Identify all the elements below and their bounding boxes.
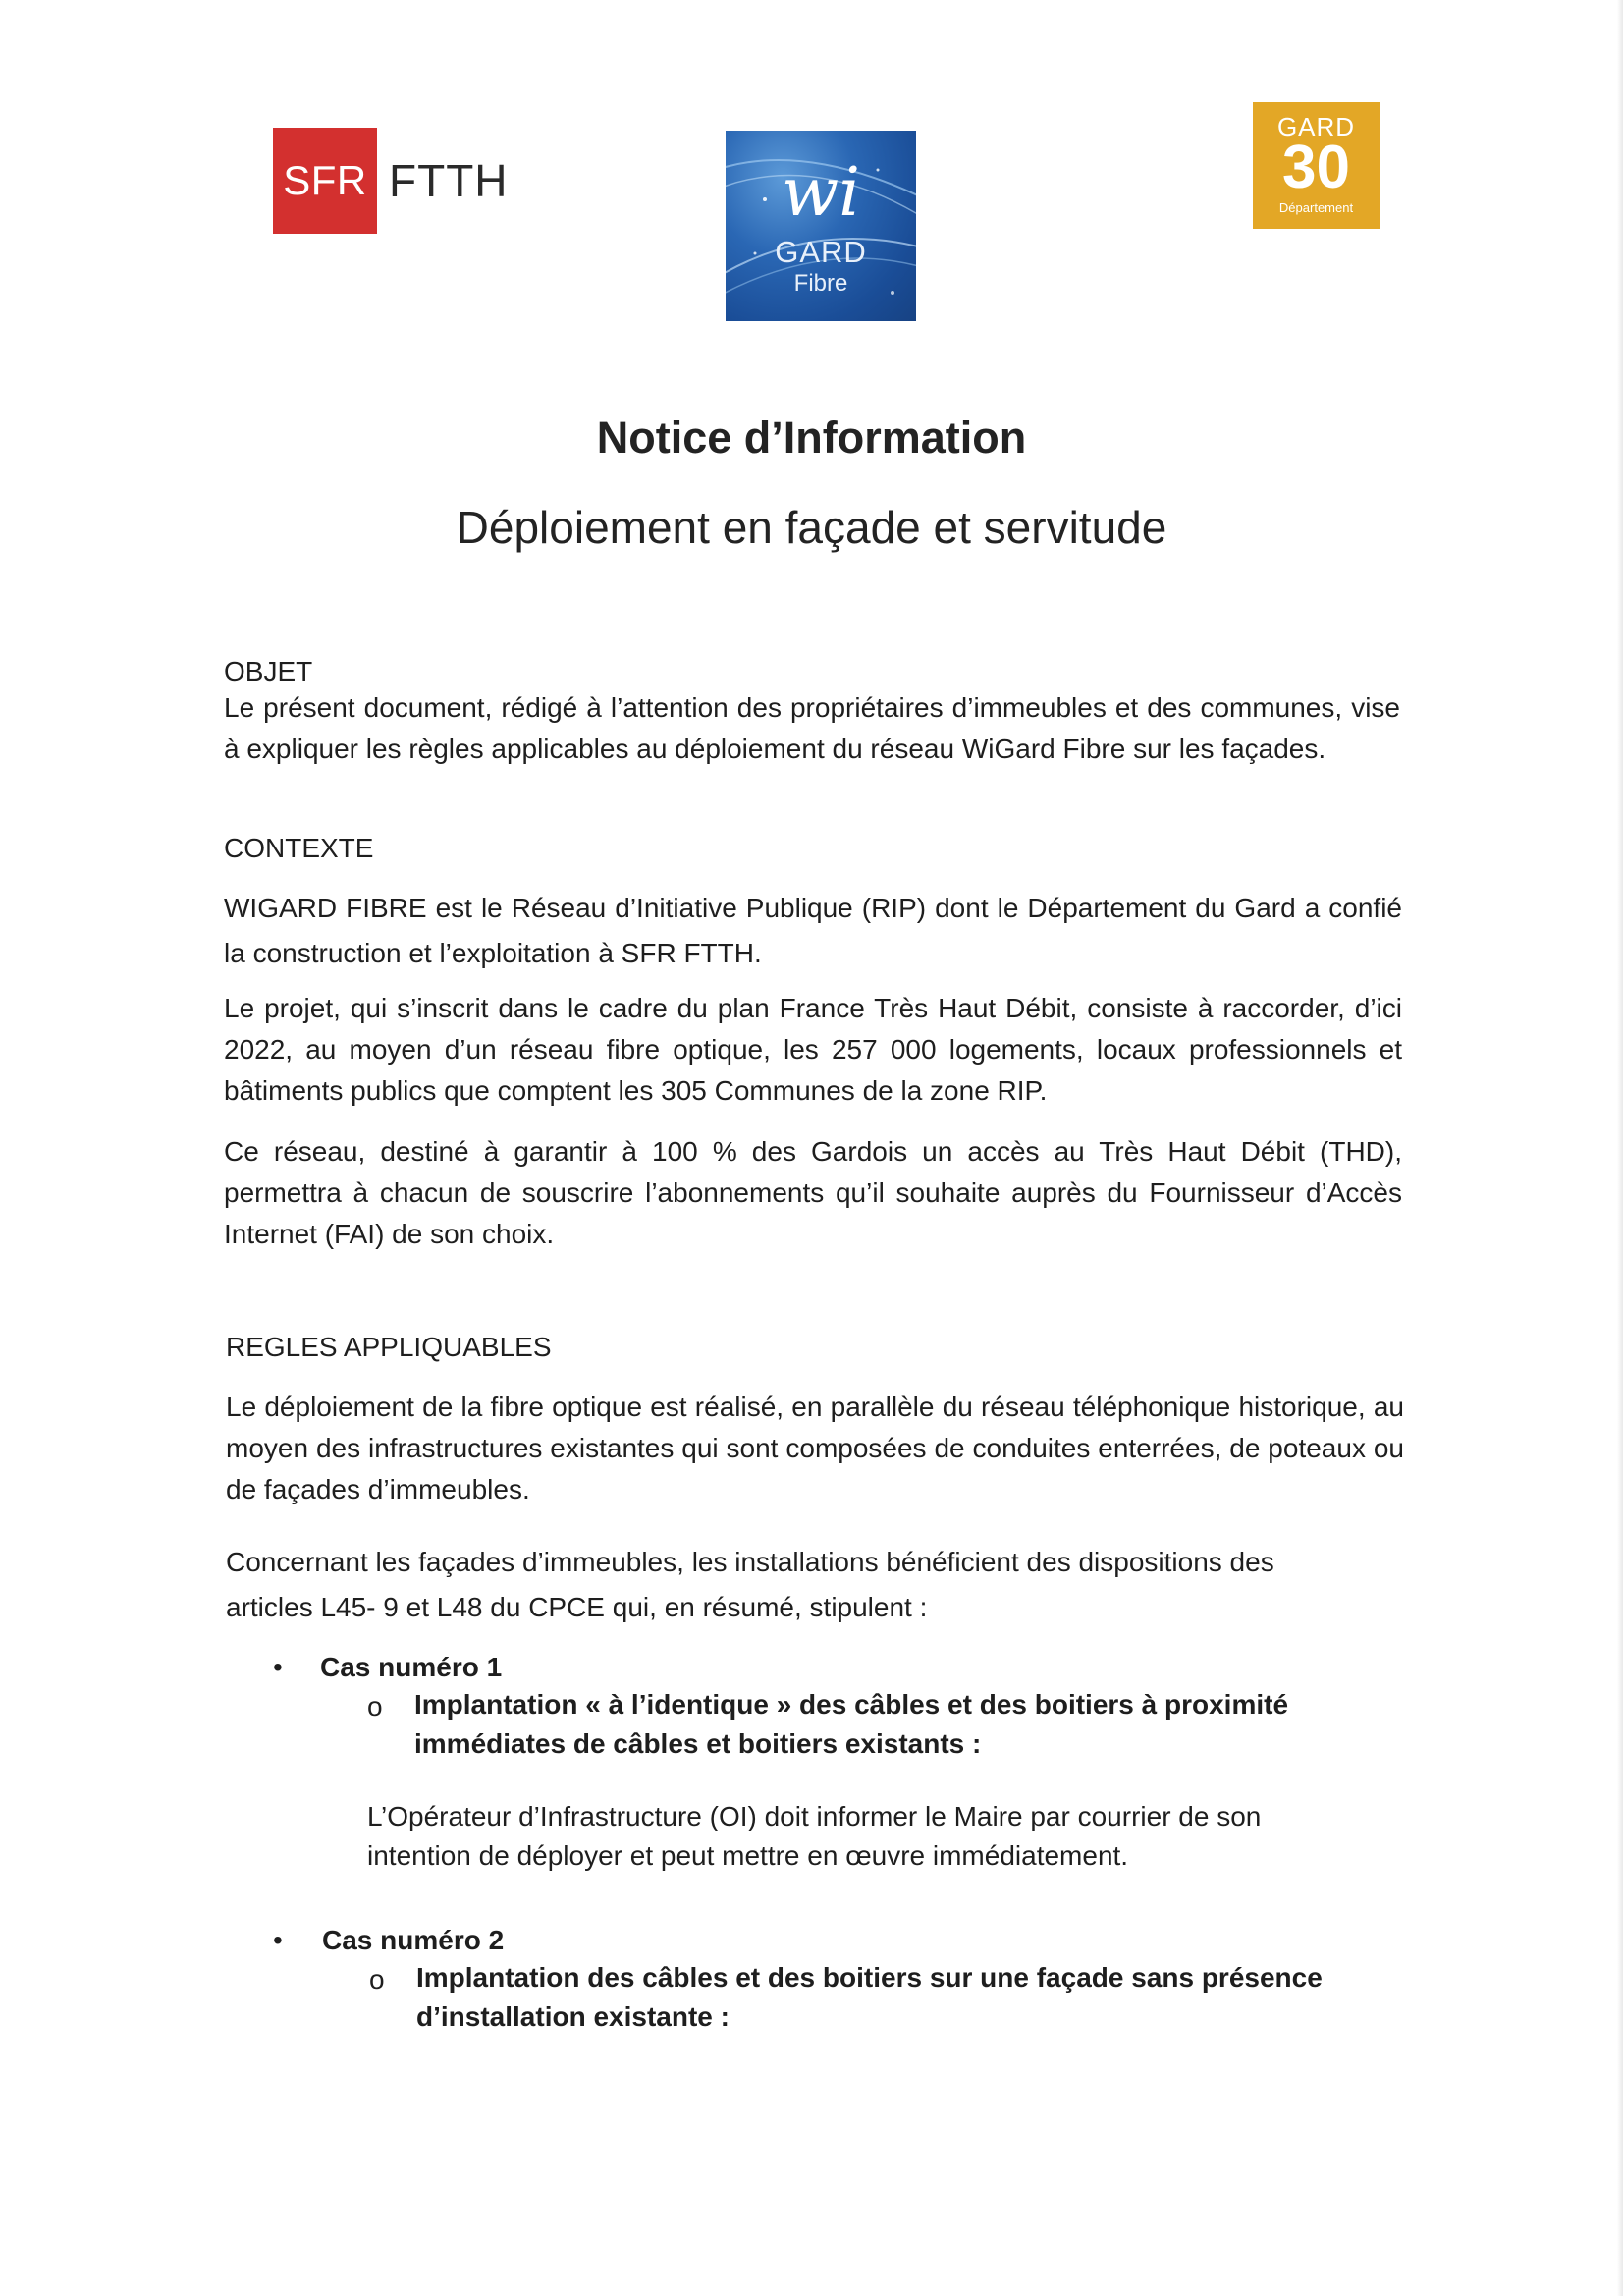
case-1-label: Cas numéro 1 <box>320 1652 503 1682</box>
gard-logo-number: 30 <box>1282 134 1350 201</box>
bullet-icon: • <box>273 1652 283 1682</box>
page-title: Notice d’Information <box>596 412 1027 463</box>
bullet-icon: • <box>273 1925 283 1955</box>
objet-heading: OBJET <box>224 656 313 686</box>
wigard-gard-text: GARD <box>775 235 867 269</box>
regles-paragraph-2: Concernant les façades d’immeubles, les installations bénéficient des dispositions des articles L45- 9 et L48 du CPCE qui, en résumé, stipulent : <box>226 1547 1274 1622</box>
sfr-logo-box: SFR <box>273 128 377 234</box>
regles-heading: REGLES APPLIQUABLES <box>226 1332 552 1362</box>
gard-logo-subtitle: Département <box>1278 200 1354 215</box>
circle-bullet-icon: o <box>367 1691 383 1722</box>
page-edge <box>1617 0 1623 2296</box>
contexte-paragraph-2: Le projet, qui s’inscrit dans le cadre du plan France Très Haut Débit, consiste à raccorder, d’ici 2022, au moyen d’un réseau fibre optique, les 257 000 logements, locaux professionnels et bâtiments publics que comptent les 305 Communes de la zone RIP. <box>224 993 1402 1106</box>
page-subtitle: Déploiement en façade et servitude <box>456 502 1167 553</box>
case-2-label: Cas numéro 2 <box>322 1925 505 1955</box>
case-2-subitem: Implantation des câbles et des boitiers sur une façade sans présence d’installation existante : <box>416 1962 1323 2032</box>
gard-30-logo <box>1253 102 1380 229</box>
contexte-paragraph-3: Ce réseau, destiné à garantir à 100 % des Gardois un accès au Très Haut Débit (THD), permettra à chacun de souscrire l’abonnements qu’il souhaite auprès du Fournisseur d’Accès Internet (FAI) de son choix. <box>224 1136 1402 1249</box>
contexte-heading: CONTEXTE <box>224 833 374 863</box>
objet-paragraph: Le présent document, rédigé à l’attention des propriétaires d’immeubles et des communes, vise à expliquer les règles applicables au déploiement du réseau WiGard Fibre sur les façades. <box>224 692 1400 764</box>
regles-paragraph-1: Le déploiement de la fibre optique est réalisé, en parallèle du réseau téléphonique historique, au moyen des infrastructures existantes qui sont composées de conduites enterrées, de poteaux ou de façades d’immeubles. <box>226 1392 1404 1504</box>
contexte-paragraph-1: WIGARD FIBRE est le Réseau d’Initiative Publique (RIP) dont le Département du Gard a confié la construction et l’exploitation à SFR FTTH. <box>224 893 1402 968</box>
case-1-detail: L’Opérateur d’Infrastructure (OI) doit informer le Maire par courrier de son intention de déployer et peut mettre en œuvre immédiatement. <box>367 1801 1262 1871</box>
case-1-subitem: Implantation « à l’identique » des câbles et des boitiers à proximité immédiates de câbles et boitiers existants : <box>414 1689 1289 1759</box>
circle-bullet-icon: o <box>369 1964 385 1995</box>
sfr-ftth-logo <box>273 128 509 234</box>
wigard-fibre-logo <box>726 131 916 321</box>
wigard-wi-text: wi <box>782 154 860 232</box>
wigard-fibre-text: Fibre <box>793 270 848 297</box>
gard-logo-top: GARD <box>1276 112 1356 141</box>
ftth-logo-text: FTTH <box>389 155 509 206</box>
